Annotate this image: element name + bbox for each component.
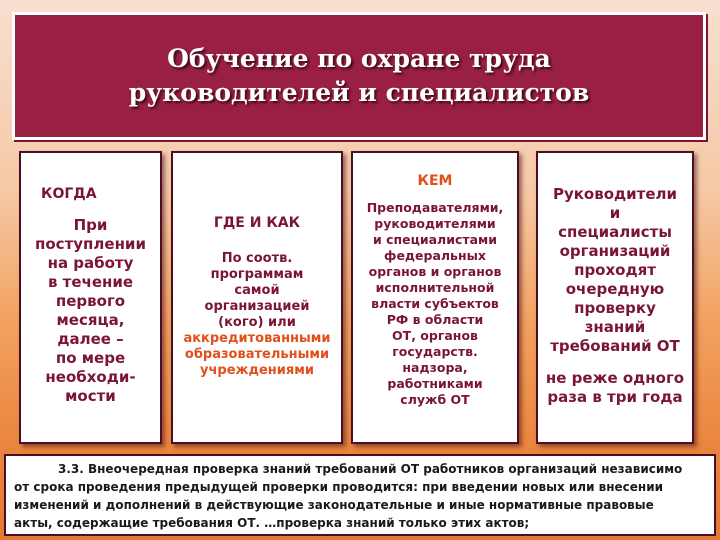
by-whom-line: РФ в области bbox=[386, 312, 484, 327]
by-whom-line: руководителями bbox=[374, 216, 496, 231]
periodicity-line: проверку bbox=[574, 299, 656, 317]
note-line: от срока проведения предыдущей проверки проводится: при введении новых или внесении bbox=[14, 480, 664, 494]
where-how-line-highlight: образовательными bbox=[184, 347, 330, 362]
when-line: на работу bbox=[47, 254, 134, 272]
by-whom-line: служб ОТ bbox=[400, 392, 470, 407]
where-how-line: самой bbox=[234, 283, 280, 298]
when-line: поступлении bbox=[35, 235, 146, 253]
by-whom-line: ОТ, органов bbox=[392, 328, 478, 343]
where-how-column bbox=[171, 151, 343, 444]
by-whom-line: органов и органов bbox=[368, 264, 502, 279]
title-line-1: Обучение по охране труда bbox=[167, 44, 551, 73]
where-how-line-highlight: аккредитованными bbox=[183, 331, 331, 346]
when-line: далее – bbox=[57, 330, 124, 348]
by-whom-line: государств. bbox=[392, 344, 478, 359]
periodicity-note-line: не реже одного bbox=[545, 369, 685, 387]
when-column bbox=[19, 151, 162, 444]
periodicity-line: знаний bbox=[584, 318, 646, 336]
by-whom-line: и специалистами bbox=[372, 232, 498, 247]
periodicity-column bbox=[536, 151, 694, 444]
where-how-text bbox=[173, 251, 341, 379]
note-line: изменений и дополнений в действующие законодательные и иные нормативные правовые bbox=[14, 498, 654, 512]
when-line: в течение bbox=[47, 273, 134, 291]
note-line: акты, содержащие требования ОТ. …проверка знаний только этих актов; bbox=[14, 516, 530, 530]
periodicity-line: очередную bbox=[565, 280, 665, 298]
periodicity-line: специалисты bbox=[558, 223, 672, 241]
extraordinary-check-note bbox=[4, 454, 716, 536]
periodicity-line: проходят bbox=[574, 261, 656, 279]
when-line: При bbox=[73, 216, 108, 234]
where-how-heading: ГДЕ И КАК bbox=[213, 215, 301, 231]
by-whom-line: федеральных bbox=[384, 248, 486, 263]
periodicity-text bbox=[538, 185, 692, 356]
where-how-line: (кого) или bbox=[218, 315, 296, 330]
title-banner bbox=[12, 12, 706, 140]
periodicity-line: и bbox=[609, 204, 621, 222]
title-line-2: руководителей и специалистов bbox=[128, 78, 590, 107]
by-whom-line: исполнительной bbox=[375, 280, 495, 295]
by-whom-line: Преподавателями, bbox=[366, 200, 504, 215]
by-whom-column bbox=[351, 151, 519, 444]
by-whom-text bbox=[353, 200, 517, 408]
periodicity-line: требований ОТ bbox=[550, 337, 680, 355]
when-line: месяца, bbox=[56, 311, 125, 329]
periodicity-line: Руководители bbox=[552, 185, 678, 203]
when-line: первого bbox=[55, 292, 126, 310]
when-line: необходи- bbox=[45, 368, 136, 386]
by-whom-line: работниками bbox=[387, 376, 483, 391]
where-how-line-highlight: учреждениями bbox=[200, 363, 314, 378]
when-line: по мере bbox=[55, 349, 126, 367]
by-whom-line: власти субъектов bbox=[371, 296, 499, 311]
by-whom-heading: КЕМ bbox=[417, 173, 453, 189]
where-how-line: По соотв. bbox=[221, 251, 293, 266]
periodicity-note-line: раза в три года bbox=[547, 388, 683, 406]
note-line: 3.3. Внеочередная проверка знаний требований ОТ работников организаций независимо bbox=[58, 462, 683, 476]
periodicity-note bbox=[538, 369, 692, 407]
when-line: мости bbox=[65, 387, 116, 405]
by-whom-line: надзора, bbox=[402, 360, 468, 375]
periodicity-line: организаций bbox=[559, 242, 671, 260]
when-text bbox=[21, 216, 160, 406]
when-heading: КОГДА bbox=[41, 186, 97, 202]
where-how-line: программам bbox=[210, 267, 304, 282]
where-how-line: организацией bbox=[204, 299, 310, 314]
